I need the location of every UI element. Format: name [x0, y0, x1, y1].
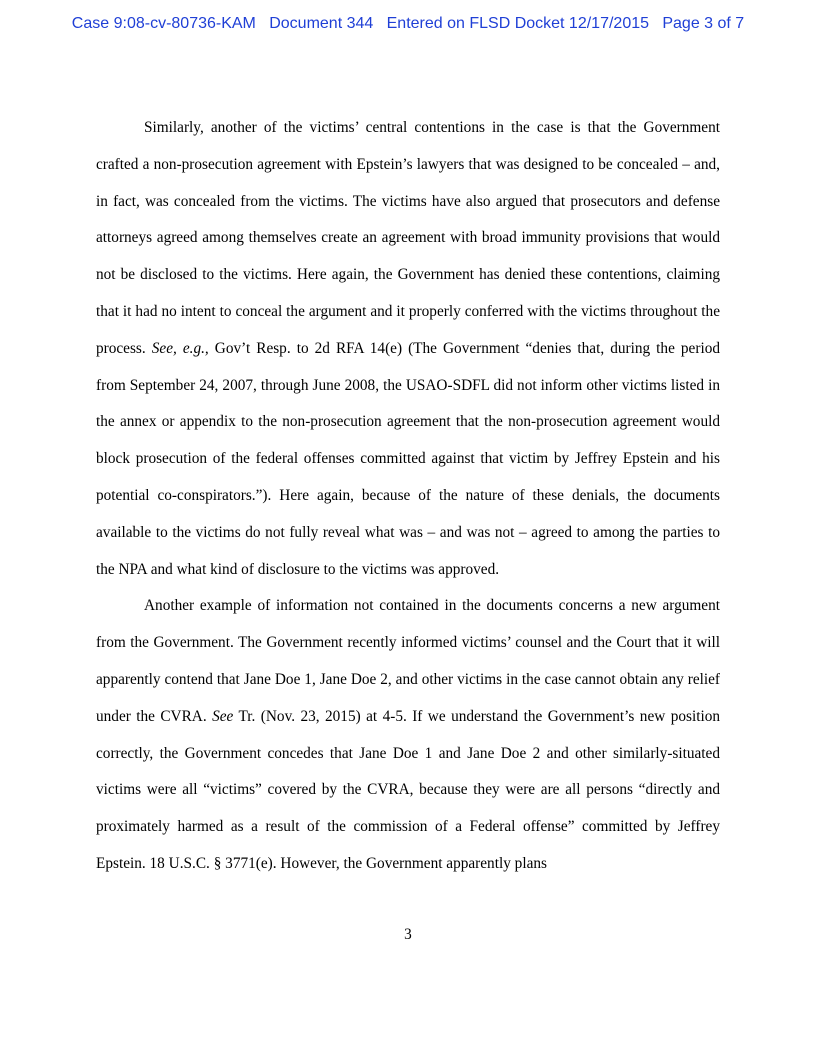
paragraph-1-text-a: Similarly, another of the victims’ central contentions in the case is that the Government crafted a non-prosecution agreement with Epstein’s lawyers that was designed to be concealed – and, in fact, was concealed from the victims. The victims have also argued that prosecutors and defense attorneys agreed among themselves create an agreement with broad immunity provisions that would not be disclosed to the victims. Here again, the Government has denied these contentions, claiming that it had no intent to conceal the argument and it properly conferred with the victims throughout the process. [96, 119, 720, 357]
paragraph-1 [96, 110, 720, 588]
paragraph-1-citation-signal: See, e.g., [151, 339, 209, 357]
paragraph-1-text-b: Gov’t Resp. to 2d RFA 14(e) (The Government “denies that, during the period from September 24, 2007, through June 2008, the USAO-SDFL did not inform other victims listed in the annex or appendix to the non-prosecution agreement that the non-prosecution agreement would block prosecution of the federal offenses committed against that victim by Jeffrey Epstein and his potential co-conspirators.”). Here again, because of the nature of these denials, the documents available to the victims do not fully reveal what was – and was not – agreed to among the parties to the NPA and what kind of disclosure to the victims was approved. [96, 339, 720, 578]
paragraph-2-text-b: Tr. (Nov. 23, 2015) at 4-5. If we understand the Government’s new position correctly, the Government concedes that Jane Doe 1 and Jane Doe 2 and other similarly-situated victims were all “victims” covered by the CVRA, because they were are all persons “directly and proximately harmed as a result of the commission of a Federal offense” committed by Jeffrey Epstein. 18 U.S.C. § 3771(e). However, the Government apparently plans [96, 707, 720, 872]
paragraph-2-citation-signal: See [212, 707, 234, 725]
page-number: 3 [404, 926, 412, 943]
document-body [96, 110, 720, 883]
docket-header: Case 9:08-cv-80736-KAM Document 344 Entered on FLSD Docket 12/17/2015 Page 3 of 7 [71, 15, 745, 32]
paragraph-2 [96, 588, 720, 882]
paragraph-2-text-a: Another example of information not contained in the documents concerns a new argument from the Government. The Government recently informed victims’ counsel and the Court that it will apparently contend that Jane Doe 1, Jane Doe 2, and other victims in the case cannot obtain any relief under the CVRA. [96, 597, 720, 725]
